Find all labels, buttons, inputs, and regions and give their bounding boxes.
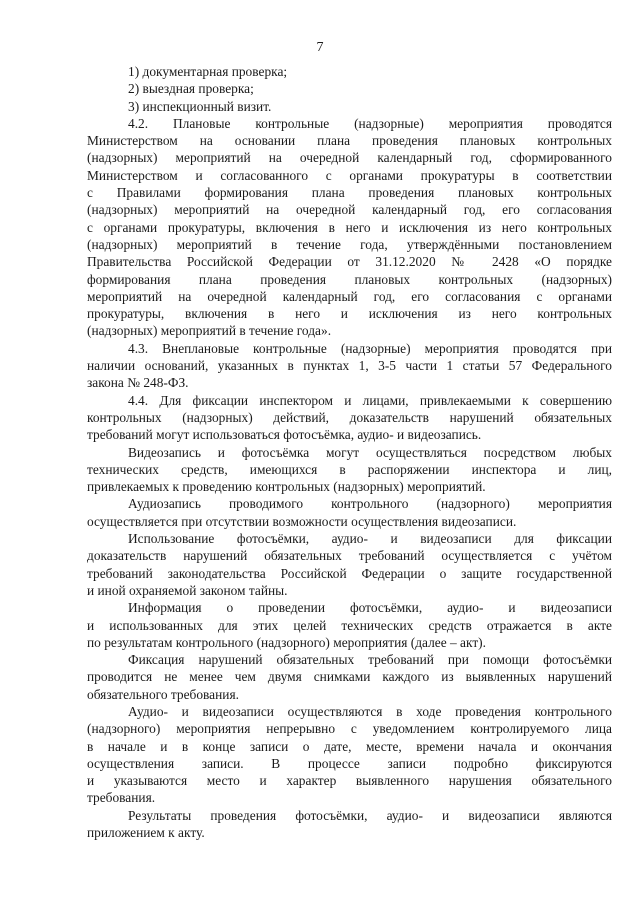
paragraph-line: Аудиозапись проводимого контрольного (надзорного) мероприятия <box>128 496 612 512</box>
inspection-types-list <box>87 63 612 115</box>
paragraph-line: контрольных (надзорных) действий, доказательств нарушений обязательных <box>87 409 612 425</box>
paragraph-line: Аудио- и видеозаписи осуществляются в ходе проведения контрольного <box>128 703 612 719</box>
paragraph-line: осуществляется при отсутствии возможности осуществления видеозаписи. <box>87 513 517 529</box>
paragraph-line: привлекаемых к проведению контрольных (надзорных) мероприятий. <box>87 479 486 495</box>
paragraph <box>87 651 612 703</box>
paragraph-line: закона № 248-ФЗ. <box>87 375 189 391</box>
paragraph <box>87 530 612 599</box>
paragraph-line: Использование фотосъёмки, аудио- и видеозаписи для фиксации <box>128 531 612 547</box>
paragraph-line: (надзорных) мероприятий на очередной календарный год, его согласования <box>87 202 612 218</box>
paragraph <box>87 115 612 340</box>
paragraph-line: с органами прокуратуры, включения в него и исключения из него контрольных <box>87 219 612 235</box>
paragraph-line: и указываются место и характер выявленного нарушения обязательного <box>87 773 612 789</box>
paragraph-line: формирования плана проведения плановых контрольных (надзорных) <box>87 271 612 287</box>
paragraph <box>87 807 612 842</box>
paragraph-line: приложением к акту. <box>87 825 205 841</box>
paragraphs <box>87 115 612 841</box>
paragraph-line: Министерством и согласованного с органами прокуратуры в соответствии <box>87 167 612 183</box>
page-number: 7 <box>316 40 324 55</box>
paragraph-line: осуществления записи. В процессе записи подробно фиксируются <box>87 755 612 771</box>
paragraph-line: Правительства Российской Федерации от 31.12.2020 № 2428 «О порядке <box>87 254 612 270</box>
paragraph <box>87 599 612 651</box>
paragraph-line: наличии оснований, указанных в пунктах 1, 3-5 части 1 статьи 57 Федерального <box>87 358 612 374</box>
paragraph-line: 4.3. Внеплановые контрольные (надзорные) мероприятия проводятся при <box>128 340 612 356</box>
paragraph-line: требований могут использоваться фотосъёмка, аудио- и видеозапись. <box>87 427 482 443</box>
paragraph-line: проводится не менее чем двумя снимками каждого из выявленных нарушений <box>87 669 612 685</box>
paragraph-line: требований законодательства Российской Федерации о защите государственной <box>87 565 612 581</box>
paragraph-line: Информация о проведении фотосъёмки, аудио- и видеозаписи <box>128 600 612 616</box>
paragraph-line: мероприятий на очередной календарный год, его согласования с органами <box>87 288 612 304</box>
paragraph-line: (надзорных) мероприятий в течение года, утверждёнными постановлением <box>87 236 612 252</box>
paragraph-line: требования. <box>87 790 156 806</box>
paragraph-line: по результатам контрольного (надзорного) мероприятия (далее – акт). <box>87 634 486 650</box>
paragraph-line: с Правилами формирования плана проведения плановых контрольных <box>87 185 612 201</box>
paragraph-line: доказательств нарушений обязательных требований осуществляется с учётом <box>87 548 612 564</box>
paragraph <box>87 392 612 444</box>
list-item: 3) инспекционный визит. <box>128 98 272 114</box>
paragraph <box>87 495 612 530</box>
paragraph-line: (надзорных) мероприятий в течение года». <box>87 323 332 339</box>
paragraph-line: прокуратуры, включения в него и исключения из него контрольных <box>87 306 612 322</box>
paragraph-line: Министерством на основании плана проведения плановых контрольных <box>87 133 612 149</box>
paragraph-line: обязательного требования. <box>87 686 239 702</box>
paragraph <box>87 703 612 807</box>
paragraph <box>87 444 612 496</box>
paragraph-line: Видеозапись и фотосъёмка могут осуществляться посредством любых <box>128 444 612 460</box>
list-item: 1) документарная проверка; <box>128 64 288 79</box>
paragraph-line: в начале и в конце записи о дате, месте, времени начала и окончания <box>87 738 612 754</box>
paragraph-line: (надзорного) мероприятия непрерывно с уведомлением контролируемого лица <box>87 721 612 737</box>
paragraph <box>87 340 612 392</box>
paragraph-line: и иной охраняемой законом тайны. <box>87 582 288 598</box>
document-body <box>87 63 612 841</box>
paragraph-line: Результаты проведения фотосъёмки, аудио- и видеозаписи являются <box>128 807 612 823</box>
paragraph-line: 4.4. Для фиксации инспектором и лицами, привлекаемыми к совершению <box>128 392 612 408</box>
paragraph-line: технических средств, имеющихся в распоряжении инспектора и лиц, <box>87 461 612 477</box>
paragraph-line: Фиксация нарушений обязательных требований при помощи фотосъёмки <box>128 652 612 668</box>
paragraph-line: 4.2. Плановые контрольные (надзорные) мероприятия проводятся <box>128 115 612 131</box>
list-item: 2) выездная проверка; <box>128 81 254 97</box>
paragraph-line: и использованных для этих целей технических средств отражается в акте <box>87 617 612 633</box>
paragraph-line: (надзорных) мероприятий на очередной календарный год, сформированного <box>87 150 612 166</box>
